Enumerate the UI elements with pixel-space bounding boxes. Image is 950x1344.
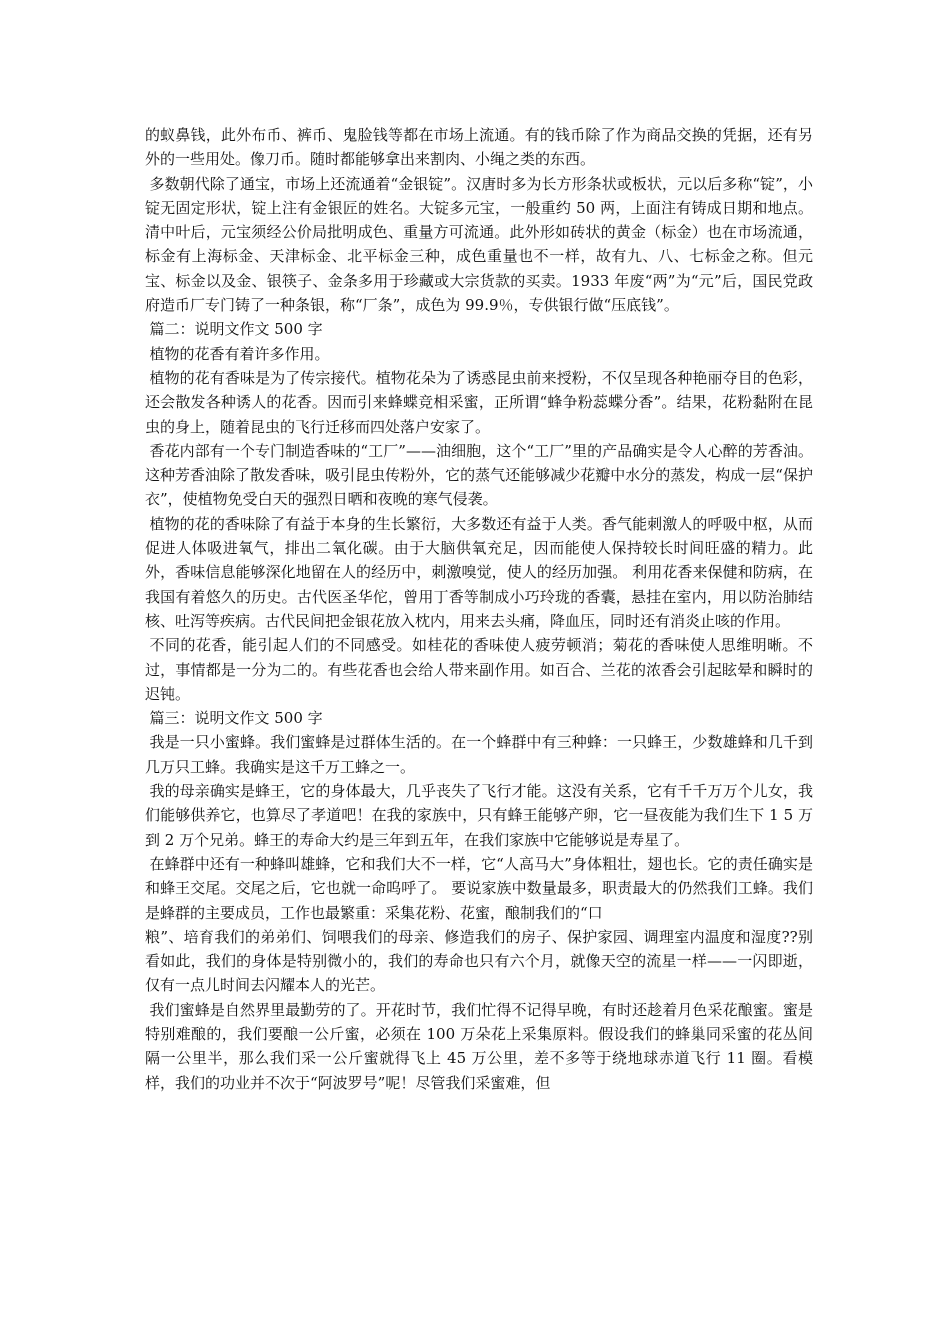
section-heading-part-three: 篇三：说明文作文 500 字 (149, 709, 323, 728)
paragraph-drone-worker-bees: 在蜂群中还有一种蜂叫雄蜂，它和我们大不一样，它“人高马大”身体粗壮，翅也长。它的责任确实是和蜂王交尾。交尾之后，它也就一命呜呼了。 要说家族中数量最多，职责最大的仍然我们工蜂。我们是蜂群的主要成员，工作也最繁重：采集花粉、花蜜，酿制我们的“口 (145, 854, 813, 922)
paragraph-oil-cells: 香花内部有一个专门制造香味的“工厂”——油细胞，这个“工厂”里的产品确实是令人心醉的芳香油。这种芳香油除了散发香味，吸引昆虫传粉外，它的蒸气还能够减少花瓣中水分的蒸发，构成一层“保护衣”，使植物免受白天的强烈日晒和夜晚的寒气侵袭。 (145, 441, 813, 509)
section-heading-part-two: 篇二：说明文作文 500 字 (149, 320, 323, 339)
paragraph-flower-fragrance-intro: 植物的花香有着许多作用。 (149, 344, 330, 363)
paragraph-worker-duties: 粮”、培育我们的弟弟们、饲喂我们的母亲、修造我们的房子、保护家园、调理室内温度和湿度??别看如此，我们的身体是特别微小的，我们的寿命也只有六个月，就像天空的流星一样——一闪即逝，仅有一点儿时间去闪耀本人的光芒。 (145, 927, 813, 995)
paragraph-bee-intro: 我是一只小蜜蜂。我们蜜蜂是过群体生活的。在一个蜂群中有三种蜂：一只蜂王，少数雄蜂和几千到几万只工蜂。我确实是这千万工蜂之一。 (145, 733, 813, 776)
paragraph-flower-pollination: 植物的花有香味是为了传宗接代。植物花朵为了诱惑昆虫前来授粉，不仅呈现各种艳丽夺目的色彩，还会散发各种诱人的花香。因而引来蜂蝶竞相采蜜，正所谓“蜂争粉蕊蝶分香”。结果，花粉黏附在昆虫的身上，随着昆虫的飞行迁移而四处落户安家了。 (145, 368, 813, 436)
paragraph-coins-continued: 的蚁鼻钱，此外布币、裤币、鬼脸钱等都在市场上流通。有的钱币除了作为商品交换的凭据，还有另外的一些用处。像刀币。随时都能够拿出来割肉、小绳之类的东西。 (145, 126, 813, 169)
paragraph-different-fragrances: 不同的花香，能引起人们的不同感受。如桂花的香味使人疲劳顿消；菊花的香味使人思维明晰。不过，事情都是一分为二的。有些花香也会给人带来副作用。如百合、兰花的浓香会引起眩晕和瞬时的迟钝。 (145, 636, 813, 703)
paragraph-bee-diligence: 我们蜜蜂是自然界里最勤劳的了。开花时节，我们忙得不记得早晚，有时还趁着月色采花酿蜜。蜜是特别难酿的，我们要酿一公斤蜜，必须在 100 万朵花上采集原料。假设我们的蜂巢同采蜜的花丛间隔一公里半，那么我们采一公斤蜜就得飞上 45 万公里，差不多等于绕地球赤道飞行 11 圈。看模样，我们的功业并不次于“阿波罗号”呢！尽管我们采蜜难，但 (145, 1000, 813, 1092)
document-page (145, 123, 813, 1095)
paragraph-gold-silver-ingots: 多数朝代除了通宝，市场上还流通着“金银锭”。汉唐时多为长方形条状或板状，元以后多称“锭”，小锭无固定形状，锭上注有金银匠的姓名。大锭多元宝，一般重约 50 两，上面注有铸成日期和地点。清中叶后，元宝须经公价局批明成色、重量方可流通。此外形如砖状的黄金（标金）也在市场流通，标金有上海标金、天津标金、北平标金三种，成色重量也不一样，故有九、八、七标金之称。但元宝、标金以及金、银筷子、金条多用于珍藏或大宗货款的买卖。1933 年废“两”为“元”后，国民党政府造币厂专门铸了一种条银，称“厂条”，成色为 99.9％，专供银行做“压底钱”。 (145, 174, 813, 315)
paragraph-queen-bee: 我的母亲确实是蜂王，它的身体最大，几乎丧失了飞行才能。这没有关系，它有千千万万个儿女，我们能够供养它，也算尽了孝道吧！在我的家族中，只有蜂王能够产卵，它一昼夜能为我们生下 1 5 万到 2 万个兄弟。蜂王的寿命大约是三年到五年，在我们家族中它能够说是寿星了。 (145, 782, 813, 849)
paragraph-fragrance-benefits: 植物的花的香味除了有益于本身的生长繁衍，大多数还有益于人类。香气能刺激人的呼吸中枢，从而促进人体吸进氧气，排出二氧化碳。由于大脑供氧充足，因而能使人保持较长时间旺盛的精力。此外，香味信息能够深化地留在人的经历中，刺激嗅觉，使人的经历加强。 利用花香来保健和防病，在我国有着悠久的历史。古代医圣华佗，曾用丁香等制成小巧玲珑的香囊，悬挂在室内，用以防治肺结核、吐泻等疾病。古代民间把金银花放入枕内，用来去头痛，降血压，同时还有消炎止咳的作用。 (145, 514, 813, 630)
